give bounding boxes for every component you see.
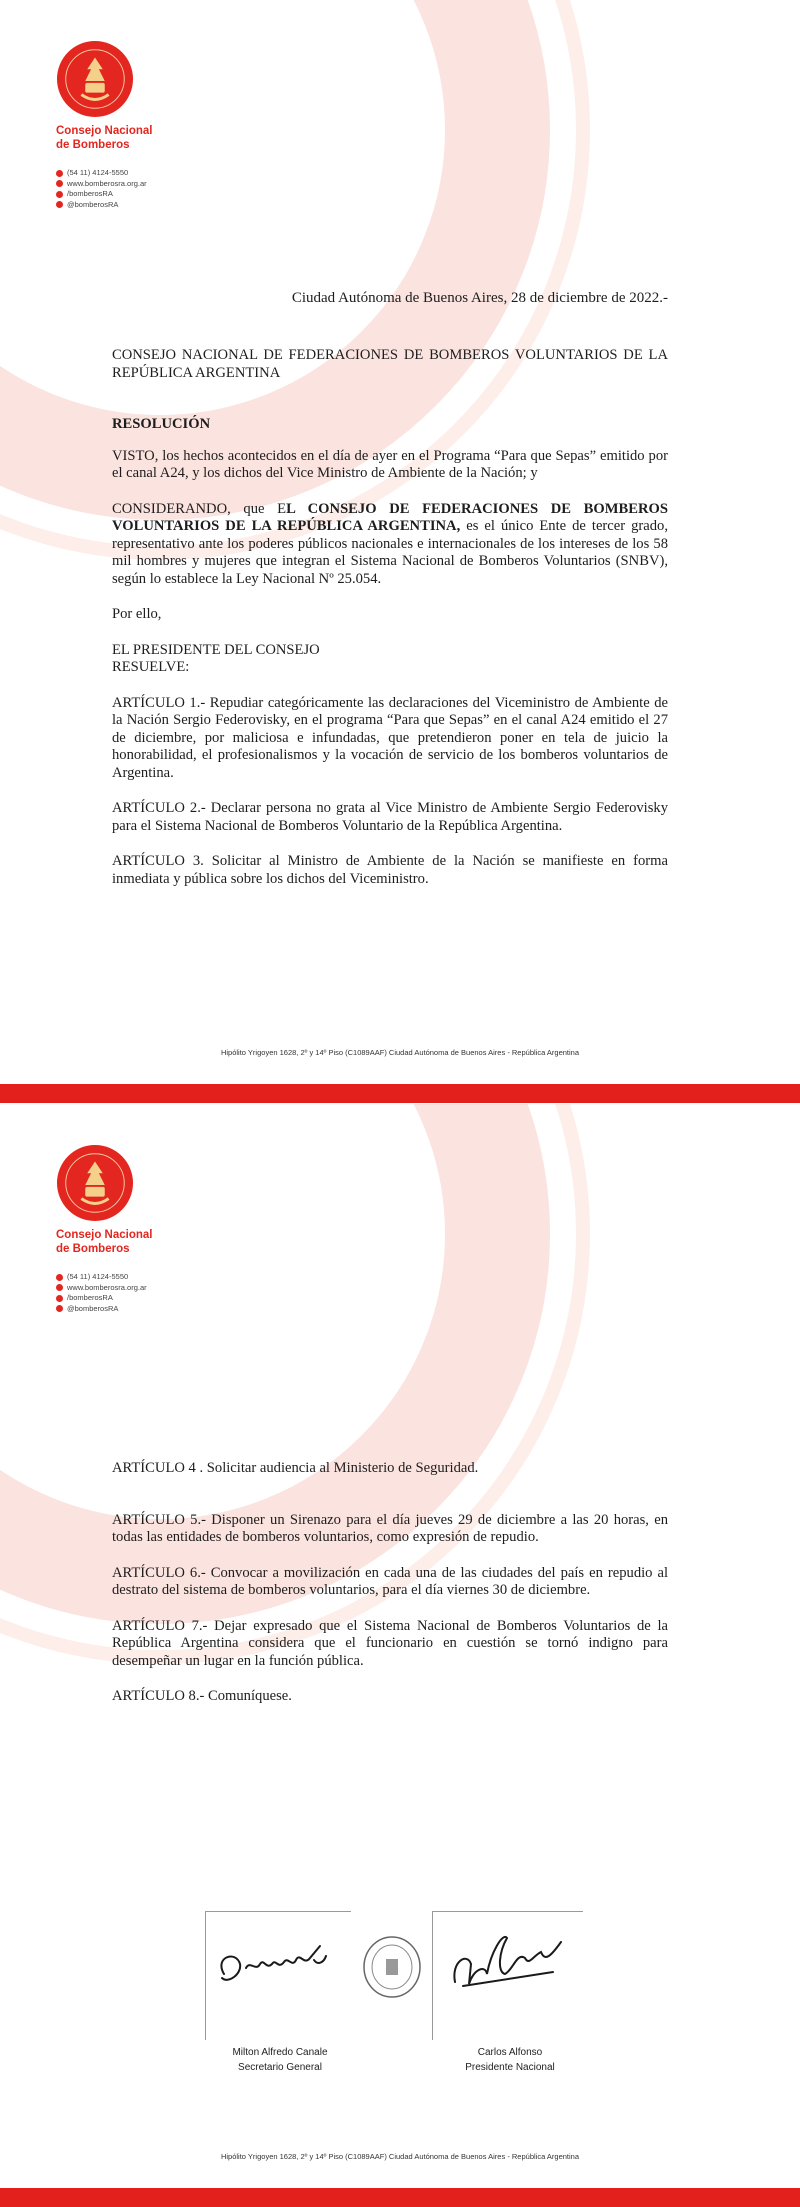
footer-red-bar <box>0 2188 800 2207</box>
contact-instagram-text: @bomberosRA <box>67 199 119 209</box>
contact-list <box>56 168 147 210</box>
contact-phone-text: (54 11) 4124-5550 <box>67 1272 129 1281</box>
contact-phone <box>56 1272 147 1283</box>
contact-list <box>56 1272 147 1314</box>
facebook-icon <box>56 191 63 198</box>
brand-name-line-2: de Bomberos <box>56 1243 130 1255</box>
contact-facebook-text: /bomberosRA <box>67 1293 113 1302</box>
brand-name-line-1: Consejo Nacional <box>56 125 153 137</box>
considerando-bold: L CONSEJO DE FEDERACIONES DE BOMBEROS VOLUNTARIOS DE LA REPÚBLICA ARGENTINA, <box>112 500 668 534</box>
signature-box-secretary <box>205 1911 351 2040</box>
bomberos-logo-icon <box>56 40 134 118</box>
footer-red-bar <box>0 1084 800 1103</box>
contact-web-text: www.bomberosra.org.ar <box>67 178 147 188</box>
page-1-body <box>112 347 668 906</box>
article-4: ARTÍCULO 4 . Solicitar audiencia al Ministerio de Seguridad. <box>112 1460 479 1476</box>
phone-icon <box>56 1274 63 1281</box>
article-8: ARTÍCULO 8.- Comuníquese. <box>112 1688 292 1704</box>
facebook-icon <box>56 1295 63 1302</box>
por-ello: Por ello, <box>112 606 162 622</box>
signature-alfonso-icon <box>433 1912 583 2022</box>
institution-heading: CONSEJO NACIONAL DE FEDERACIONES DE BOMBEROS VOLUNTARIOS DE LA REPÚBLICA ARGENTINA <box>112 347 668 381</box>
signer-2-title: Presidente Nacional <box>465 2062 555 2073</box>
article-3: ARTÍCULO 3. Solicitar al Ministro de Ambiente de la Nación se manifieste en forma inmediata y pública sobre los dichos del Viceministro. <box>112 853 668 887</box>
brand-name-line-2: de Bomberos <box>56 139 130 151</box>
contact-web-text: www.bomberosra.org.ar <box>67 1282 147 1292</box>
article-5: ARTÍCULO 5.- Disponer un Sirenazo para el día jueves 29 de diciembre a las 20 horas, en todas las entidades de bomberos voluntarios, como expresión de repudio. <box>112 1511 668 1545</box>
contact-instagram <box>56 200 147 211</box>
bomberos-logo-icon <box>56 1144 134 1222</box>
contact-web <box>56 179 147 190</box>
visto-paragraph: VISTO, los hechos acontecidos en el día de ayer en el Programa “Para que Sepas” emitido por el canal A24, y los dichos del Vice Ministro de Ambiente de la Nación; y <box>112 447 668 481</box>
article-6: ARTÍCULO 6.- Convocar a movilización en cada una de las ciudades del país en repudio al destrato del sistema de bomberos voluntarios, para el día viernes 30 de diciembre. <box>112 1564 668 1598</box>
article-7: ARTÍCULO 7.- Dejar expresado que el Sistema Nacional de Bomberos Voluntarios de la República Argentina considera que el funcionario en cuestión se tornó indigno para desempeñar un lugar en la función pública. <box>112 1617 668 1669</box>
signature-box-president <box>432 1911 583 2040</box>
globe-icon <box>56 180 63 187</box>
presidente-block <box>112 642 668 677</box>
document-page-1 <box>0 0 800 1103</box>
document-date: Ciudad Autónoma de Buenos Aires, 28 de diciembre de 2022.- <box>291 290 668 306</box>
signature-block <box>200 1911 610 2101</box>
contact-instagram <box>56 1304 147 1315</box>
brand-name <box>56 1228 153 1256</box>
page-2-body <box>112 1460 668 1724</box>
contact-web <box>56 1283 147 1294</box>
instagram-icon <box>56 201 63 208</box>
article-2: ARTÍCULO 2.- Declarar persona no grata al Vice Ministro de Ambiente Sergio Federovisky para el Sistema Nacional de Bomberos Voluntario de la República Argentina. <box>112 800 668 834</box>
considerando-paragraph <box>112 501 668 589</box>
resolution-heading: RESOLUCIÓN <box>112 416 211 432</box>
document-page-2 <box>0 1104 800 2207</box>
contact-facebook-text: /bomberosRA <box>67 189 113 198</box>
signer-2 <box>430 2045 590 2075</box>
globe-icon <box>56 1284 63 1291</box>
signer-1-title: Secretario General <box>238 2062 322 2073</box>
brand-name <box>56 124 153 152</box>
brand-name-line-1: Consejo Nacional <box>56 1229 153 1241</box>
contact-phone <box>56 168 147 179</box>
contact-facebook <box>56 1293 147 1304</box>
contact-phone-text: (54 11) 4124-5550 <box>67 168 129 177</box>
signer-1-name: Milton Alfredo Canale <box>232 2047 328 2058</box>
resuelve-line: RESUELVE: <box>112 659 190 675</box>
contact-facebook <box>56 189 147 200</box>
considerando-lead: CONSIDERANDO, que E <box>112 500 287 517</box>
signature-canale-icon <box>206 1912 346 2022</box>
considerando-rest: es el único Ente de tercer grado, representativo ante los poderes públicos nacionales e internacionales de los intereses de los 58 mil hombres y mujeres que integran el Sistema Nacional de Bomberos Voluntarios (SNBV), según lo establece la Ley Nacional Nº 25.054. <box>112 518 668 587</box>
signer-2-name: Carlos Alfonso <box>477 2047 543 2058</box>
presidente-line: EL PRESIDENTE DEL CONSEJO <box>112 641 320 658</box>
contact-instagram-text: @bomberosRA <box>67 1303 119 1313</box>
page-footer-address: Hipólito Yrigoyen 1628, 2º y 14º Piso (C1089AAF) Ciudad Autónoma de Buenos Aires - República Argentina <box>220 2152 580 2161</box>
instagram-icon <box>56 1305 63 1312</box>
phone-icon <box>56 170 63 177</box>
official-seal-icon <box>362 1935 422 1999</box>
article-1: ARTÍCULO 1.- Repudiar categóricamente las declaraciones del Viceministro de Ambiente de la Nación Sergio Federovisky, en el programa “Para que Sepas” en el canal A24 emitido el 27 de diciembre, por maliciosa e infundadas, que pretendieron poner en tela de juicio la honorabilidad, el profesionalismos y la vocación de servicio de los bomberos voluntarios de Argentina. <box>112 694 668 781</box>
page-footer-address: Hipólito Yrigoyen 1628, 2º y 14º Piso (C1089AAF) Ciudad Autónoma de Buenos Aires - República Argentina <box>220 1048 580 1057</box>
signer-1 <box>200 2045 360 2075</box>
